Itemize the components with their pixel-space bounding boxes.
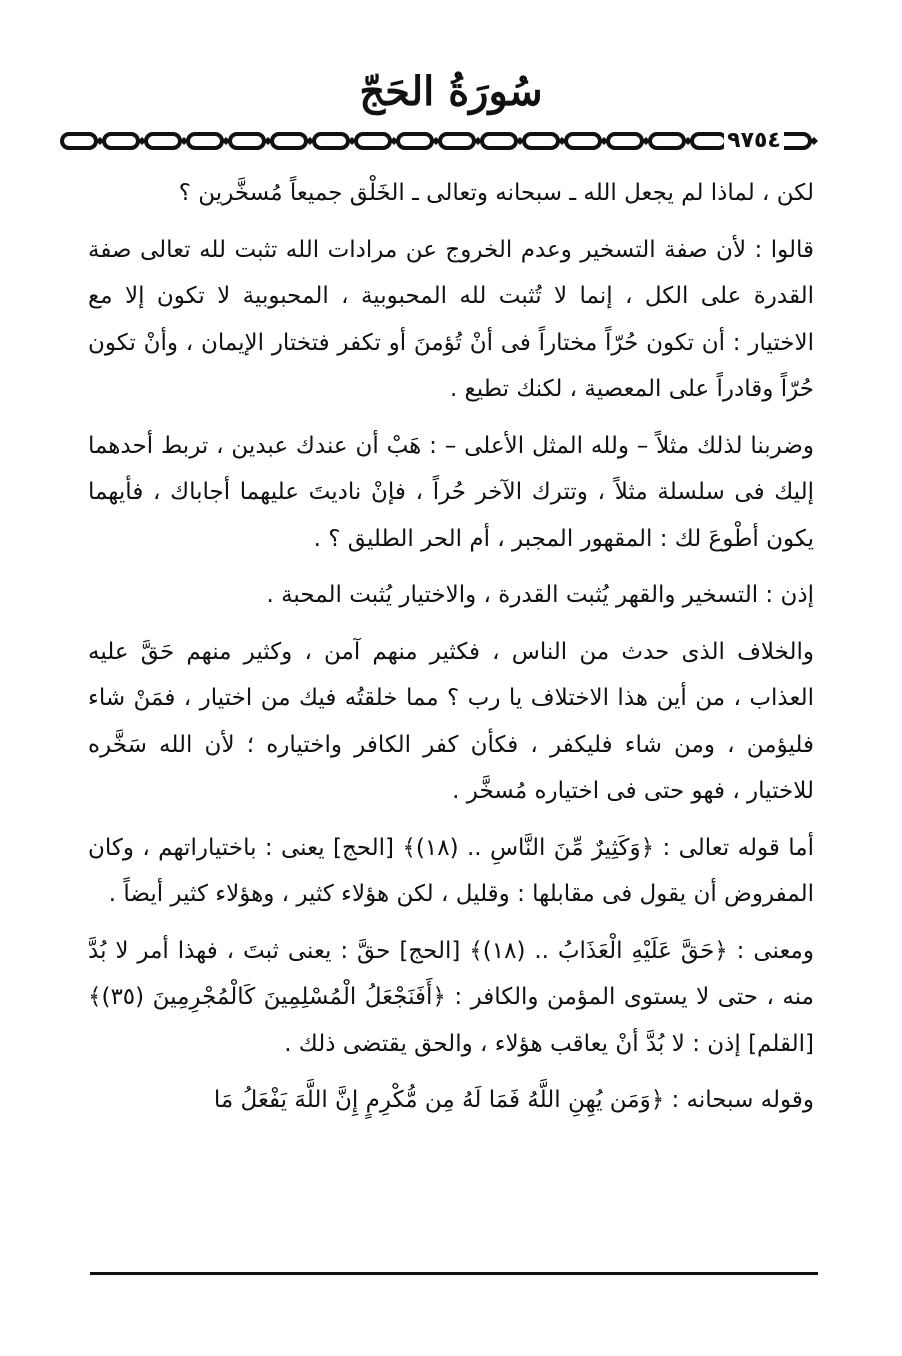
chain-link: [356, 134, 390, 148]
page-number: ٩٧٥٤: [724, 126, 784, 156]
chain-link: [104, 134, 138, 148]
chain-link: [482, 134, 516, 148]
paragraph: والخلاف الذى حدث من الناس ، فكثير منهم آمن ، وكثير منهم حَقَّ عليه العذاب ، من أين هذا الاختلاف يا رب ؟ مما خلقتُه فيك من اختيار ، فمَنْ شاء فليؤمن ، ومن شاء فليكفر ، فكأن كفر الكافر واختياره ؛ لأن الله سَخَّره للاختيار ، فهو حتى فى اختياره مُسخَّر .: [88, 638, 814, 804]
chain-link: [146, 134, 180, 148]
paragraph: قالوا : لأن صفة التسخير وعدم الخروج عن مرادات الله تثبت لله تعالى صفة القدرة على الكل ، إنما لا تُثبت لله المحبوبية ، المحبوبية لا تكون إلا مع الاختيار : أن تكون حُرّاً مختاراً فى أنْ تُؤمنَ أو تكفر فتختار الإيمان ، وأنْ تكون حُرّاً وقادراً على المعصية ، لكنك تطيع .: [88, 236, 814, 402]
bottom-rule: [90, 1272, 818, 1275]
body-text: [88, 170, 814, 1250]
chain-link: [314, 134, 348, 148]
paragraph: لكن ، لماذا لم يجعل الله ـ سبحانه وتعالى ـ الخَلْق جميعاً مُسخَّرين ؟: [178, 180, 814, 206]
paragraph: أما قوله تعالى : ﴿وَكَثِيرٌ مِّنَ النَّاسِ .. (١٨)﴾ [الحج] يعنى : باختياراتهم ، وكان المفروض أن يقول فى مقابلها : وقليل ، لكن هؤلاء كثير ، وهؤلاء كثير أيضاً .: [88, 834, 814, 907]
chain-link: [398, 134, 432, 148]
chain-border-ornament: [58, 128, 838, 154]
paragraph: ومعنى : ﴿حَقَّ عَلَيْهِ الْعَذَابُ .. (١٨)﴾ [الحج] حقَّ : يعنى ثبتَ ، فهذا أمر لا بُدَّ منه ، حتى لا يستوى المؤمن والكافر : ﴿أَفَنَجْعَلُ الْمُسْلِمِينَ كَالْمُجْرِمِينَ (٣٥)﴾ [القلم] إذن : لا بُدَّ أنْ يعاقب هؤلاء ، والحق يقتضى ذلك .: [88, 937, 814, 1057]
paragraph: وقوله سبحانه : ﴿وَمَن يُهِنِ اللَّهُ فَمَا لَهُ مِن مُّكْرِمٍ إِنَّ اللَّهَ يَفْعَلُ مَا: [213, 1087, 814, 1113]
chain-link: [650, 134, 684, 148]
chain-link: [692, 134, 726, 148]
chain-link: [566, 134, 600, 148]
paragraph: إذن : التسخير والقهر يُثبت القدرة ، والاختيار يُثبت المحبة .: [266, 582, 814, 608]
chain-link: [608, 134, 642, 148]
chain-link: [230, 134, 264, 148]
chain-link: [440, 134, 474, 148]
chain-link: [62, 134, 96, 148]
surah-title: سُورَةُ الحَجّ: [359, 68, 543, 115]
chain-link: [188, 134, 222, 148]
chain-link: [524, 134, 558, 148]
paragraph: وضربنا لذلك مثلاً – ولله المثل الأعلى – : هَبْ أن عندك عبدين ، تربط أحدهما إليك فى سلسلة مثلاً ، وتترك الآخر حُراً ، فإنْ ناديتَ عليهما أجاباك ، فأيهما يكون أطْوعَ لك : المقهور المجبر ، أم الحر الطليق ؟ .: [88, 432, 814, 552]
chain-link: [272, 134, 306, 148]
